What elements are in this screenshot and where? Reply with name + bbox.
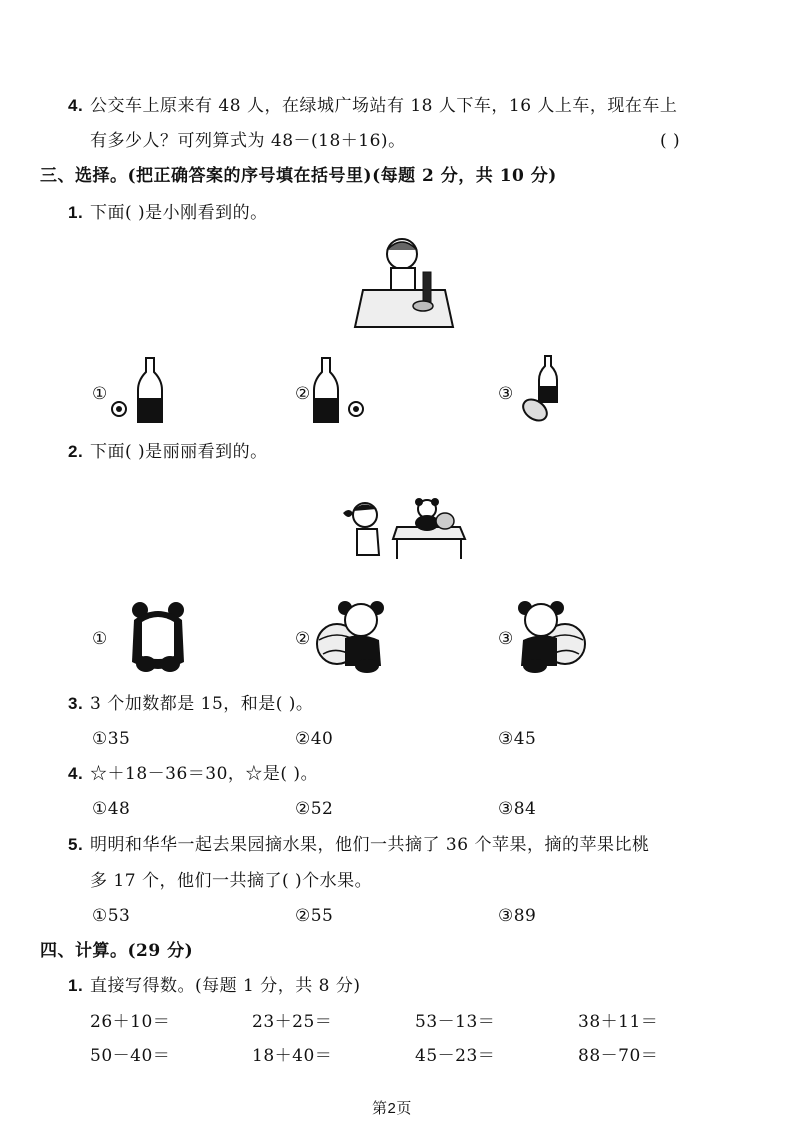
- section-choice-header: 三、选择。(把正确答案的序号填在括号里)(每题 2 分，共 10 分): [40, 166, 557, 186]
- choice-q3-text: 3 个加数都是 15，和是( )。: [90, 694, 314, 714]
- calc-problem: 18＋40＝: [252, 1046, 333, 1066]
- calc-problem: 45－23＝: [415, 1046, 496, 1066]
- choice-q5-line2: 多 17 个，他们一共摘了( )个水果。: [90, 871, 373, 891]
- boy-at-table-illustration: [345, 232, 460, 342]
- choice-q2-option-1-label: ①: [92, 629, 108, 649]
- calc-problem: 26＋10＝: [90, 1012, 171, 1032]
- panda-with-ball-option-3: [515, 600, 587, 674]
- choice-q4-text: ☆＋18－36＝30，☆是( )。: [90, 764, 319, 784]
- panda-with-ball-option-2: [315, 600, 387, 674]
- choice-q1-text: 下面( )是小刚看到的。: [90, 203, 268, 223]
- choice-q5-option-1: ①53: [92, 906, 131, 926]
- choice-q5-number: 5.: [68, 835, 84, 854]
- choice-q5-option-3: ③89: [498, 906, 537, 926]
- choice-q4-number: 4.: [68, 764, 84, 783]
- bottle-side-view-option-3: [515, 354, 565, 426]
- calc-problem: 50－40＝: [90, 1046, 171, 1066]
- page-number: 第2页: [372, 1100, 412, 1117]
- calc-problem: 23＋25＝: [252, 1012, 333, 1032]
- judge-q4-line1: 公交车上原来有 48 人，在绿城广场站有 18 人下车，16 人上车，现在车上: [90, 96, 678, 116]
- section-calc-header: 四、计算。(29 分): [40, 941, 194, 961]
- choice-q3-option-1: ①35: [92, 729, 131, 749]
- choice-q2-text: 下面( )是丽丽看到的。: [90, 442, 268, 462]
- choice-q1-option-1-label: ①: [92, 384, 108, 404]
- calc-q1-text: 直接写得数。(每题 1 分，共 8 分): [90, 976, 361, 996]
- judge-q4-answer-paren[interactable]: ( ): [660, 131, 681, 151]
- calc-problem: 88－70＝: [578, 1046, 659, 1066]
- choice-q2-option-2-label: ②: [295, 629, 311, 649]
- choice-q1-option-2-label: ②: [295, 384, 311, 404]
- choice-q3-option-2: ②40: [295, 729, 334, 749]
- panda-back-view-option-1: [128, 600, 188, 674]
- calc-q1-number: 1.: [68, 976, 84, 995]
- calc-problem: 38＋11＝: [578, 1012, 659, 1032]
- choice-q4-option-3: ③84: [498, 799, 537, 819]
- judge-q4-line2: 有多少人？可列算式为 48－(18＋16)。: [90, 131, 406, 151]
- choice-q4-option-2: ②52: [295, 799, 334, 819]
- choice-q3-number: 3.: [68, 694, 84, 713]
- choice-q5-option-2: ②55: [295, 906, 334, 926]
- choice-q3-option-3: ③45: [498, 729, 537, 749]
- choice-q5-line1: 明明和华华一起去果园摘水果，他们一共摘了 36 个苹果，摘的苹果比桃: [90, 835, 650, 855]
- choice-q1-number: 1.: [68, 203, 84, 222]
- choice-q4-option-1: ①48: [92, 799, 131, 819]
- girl-and-panda-illustration: [335, 495, 470, 563]
- bottle-front-view-option-1: [110, 356, 170, 426]
- calc-problem: 53－13＝: [415, 1012, 496, 1032]
- choice-q2-option-3-label: ③: [498, 629, 514, 649]
- choice-q2-number: 2.: [68, 442, 84, 461]
- bottle-front-view-option-2: [312, 356, 372, 426]
- choice-q1-option-3-label: ③: [498, 384, 514, 404]
- judge-q4-number: 4.: [68, 96, 84, 115]
